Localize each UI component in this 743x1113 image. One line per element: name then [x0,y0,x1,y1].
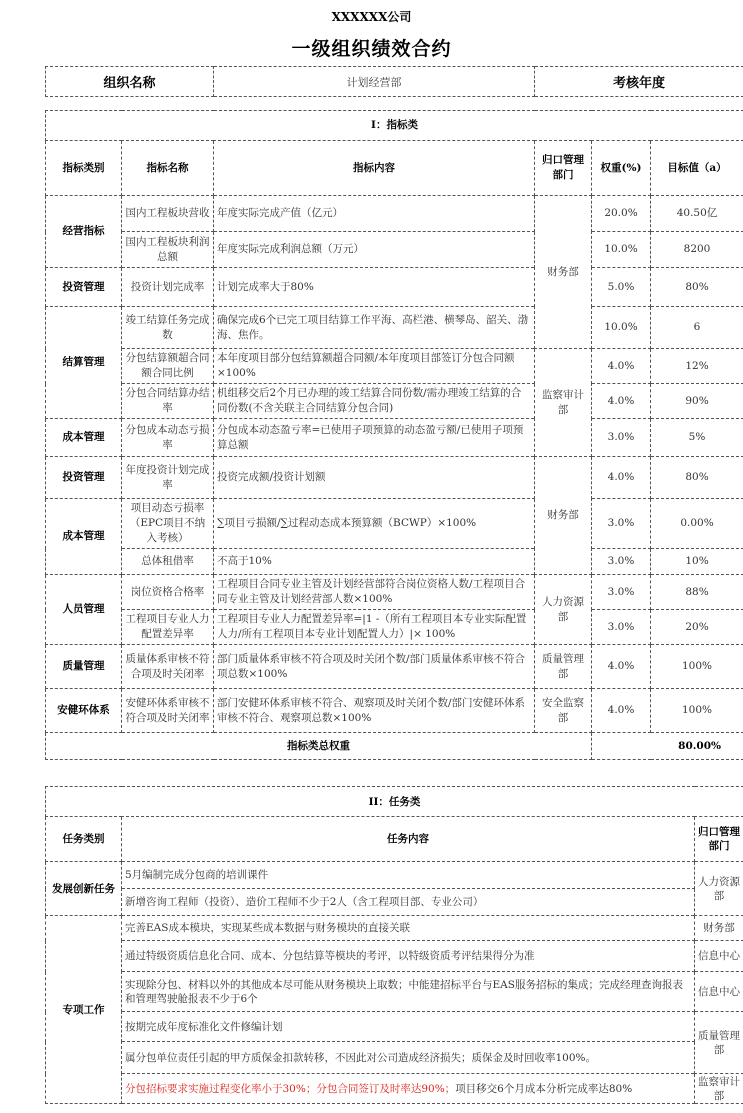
kpi-content: 本年度项目部分包结算额超合同额/本年度项目部签订分包合同额×100% [214,349,535,384]
kpi-target: 100% [651,645,743,689]
task-col-header-content: 任务内容 [122,817,695,862]
table-row [46,457,743,499]
kpi-weight: 20.0% [592,196,651,232]
kpi-name: 分包成本动态亏损率 [122,419,214,457]
kpi-weight: 4.0% [592,689,651,733]
table-row [46,610,743,645]
col-header-category: 指标类别 [46,141,122,196]
kpi-weight: 3.0% [592,575,651,610]
table-row [46,862,743,889]
table-row [46,1074,743,1104]
kpi-content: 分包成本动态盈亏率=已使用子项预算的动态盈亏额/已使用子项预算总额 [214,419,535,457]
kpi-content: 年度实际完成产值（亿元） [214,196,535,232]
task-dept: 质量管理部 [695,1012,743,1074]
kpi-category: 成本管理 [46,419,122,457]
kpi-weight: 4.0% [592,645,651,689]
table-row [46,196,743,232]
kpi-content: 不高于10% [214,549,535,575]
kpi-section-title: I：指标类 [46,111,743,141]
task-content: 实现除分包、材料以外的其他成本尽可能从财务模块上取数；中能建招标平台与EAS服务招标的集成；完成经理查询报表和管理驾驶舱报表不少于6个 [122,972,695,1012]
kpi-target: 8200 [651,232,743,268]
kpi-category: 成本管理 [46,499,122,575]
page-title: 一级组织绩效合约 [291,38,452,60]
table-row [46,419,743,457]
kpi-content: 部门质量体系审核不符合项及时关闭个数/部门质量体系审核不符合项总数×100% [214,645,535,689]
kpi-weight: 3.0% [592,499,651,549]
task-section-title: II：任务类 [46,787,743,817]
kpi-category: 人员管理 [46,575,122,645]
kpi-name: 投资计划完成率 [122,268,214,307]
task-content [122,1074,695,1104]
task-content: 完善EAS成本模块，实现某些成本数据与财务模块的直接关联 [122,916,695,941]
kpi-weight: 4.0% [592,457,651,499]
table-row [46,575,743,610]
kpi-name: 分包结算额超合同额合同比例 [122,349,214,384]
kpi-name: 安健环体系审核不符合项及时关闭率 [122,689,214,733]
table-row [46,268,743,307]
kpi-name: 分包合同结算办结率 [122,384,214,419]
task-content: 按期完成年度标准化文件修编计划 [122,1012,695,1042]
table-row [46,349,743,384]
kpi-dept: 质量管理部 [535,645,592,689]
kpi-target: 0.00% [651,499,743,549]
kpi-target: 20% [651,610,743,645]
task-table [45,786,743,1104]
table-row [46,689,743,733]
kpi-total-value: 80.00% [592,733,743,760]
task-content-tail: 项目移交6个月成本分析完成率达80% [455,1082,633,1095]
kpi-category: 质量管理 [46,645,122,689]
table-row [46,1012,743,1042]
kpi-weight: 5.0% [592,268,651,307]
kpi-content: 工程项目合同专业主管及计划经营部符合岗位资格人数/工程项目合同专业主管及计划经营部人数×100% [214,575,535,610]
kpi-target: 90% [651,384,743,419]
kpi-weight: 3.0% [592,549,651,575]
kpi-content: 年度实际完成利润总额（万元） [214,232,535,268]
kpi-name: 总体租借率 [122,549,214,575]
assessment-year-label: 考核年度 [535,67,743,97]
kpi-name: 工程项目专业人力配置差异率 [122,610,214,645]
table-row [46,549,743,575]
kpi-name: 质量体系审核不符合项及时关闭率 [122,645,214,689]
task-content: 5月编制完成分包商的培训课件 [122,862,695,889]
kpi-name: 年度投资计划完成率 [122,457,214,499]
table-row [46,889,743,916]
kpi-weight: 10.0% [592,307,651,349]
org-name-label: 组织名称 [46,67,214,97]
kpi-target: 5% [651,419,743,457]
org-name-value: 计划经营部 [214,67,535,97]
table-row [46,232,743,268]
col-header-weight: 权重(%) [592,141,651,196]
kpi-name: 项目动态亏损率（EPC项目不纳入考核） [122,499,214,549]
task-content: 通过特级资质信息化合同、成本、分包结算等模块的考评，以特级资质考评结果得分为准 [122,941,695,972]
task-dept: 财务部 [695,916,743,941]
kpi-category: 经营指标 [46,196,122,268]
kpi-weight: 3.0% [592,419,651,457]
kpi-dept: 人力资源部 [535,575,592,645]
task-dept: 人力资源部 [695,862,743,916]
kpi-category: 安健环体系 [46,689,122,733]
kpi-target: 10% [651,549,743,575]
task-content-highlight: 分包招标要求实施过程变化率小于30%；分包合同签订及时率达90%； [125,1082,456,1095]
task-category: 专项工作 [46,916,122,1104]
kpi-content: 确保完成6个已完工项目结算工作平海、高栏港、横琴岛、韶关、渤海、焦作。 [214,307,535,349]
task-content: 新增咨询工程师（投资）、造价工程师不少于2人（含工程项目部、专业公司） [122,889,695,916]
kpi-name: 竣工结算任务完成数 [122,307,214,349]
table-row [46,916,743,941]
kpi-category: 投资管理 [46,457,122,499]
org-info-table [45,66,743,97]
kpi-content: 投资完成额/投资计划额 [214,457,535,499]
kpi-target: 80% [651,457,743,499]
table-row [46,941,743,972]
col-header-content: 指标内容 [214,141,535,196]
task-category: 发展创新任务 [46,862,122,916]
kpi-target: 100% [651,689,743,733]
kpi-content: 部门安健环体系审核不符合、观察项及时关闭个数/部门安健环体系审核不符合、观察项总数×100% [214,689,535,733]
kpi-name: 岗位资格合格率 [122,575,214,610]
kpi-dept: 财务部 [535,196,592,349]
kpi-weight: 4.0% [592,349,651,384]
kpi-name: 国内工程板块利润总额 [122,232,214,268]
task-col-header-dept: 归口管理部门 [695,817,743,862]
company-name: XXXXXX公司 [331,10,412,24]
col-header-target: 目标值（a） [651,141,743,196]
table-row [46,972,743,1012]
table-row [46,499,743,549]
kpi-dept: 财务部 [535,457,592,575]
kpi-target: 80% [651,268,743,307]
kpi-category: 投资管理 [46,268,122,307]
kpi-category: 结算管理 [46,307,122,419]
col-header-dept: 归口管理部门 [535,141,592,196]
task-col-header-category: 任务类别 [46,817,122,862]
kpi-table [45,110,743,760]
kpi-weight: 4.0% [592,384,651,419]
kpi-content: 机组移交后2个月已办理的竣工结算合同份数/需办理竣工结算的合同份数(不含关联主合同结算分包合同) [214,384,535,419]
table-row [46,1042,743,1074]
kpi-dept: 安全监察部 [535,689,592,733]
col-header-name: 指标名称 [122,141,214,196]
table-row [46,645,743,689]
kpi-total-label: 指标类总权重 [46,733,592,760]
kpi-target: 12% [651,349,743,384]
kpi-target: 40.50亿 [651,196,743,232]
kpi-content: ∑项目亏损额/∑过程动态成本预算额（BCWP）×100% [214,499,535,549]
task-content: 属分包单位责任引起的甲方质保金扣款转移，不因此对公司造成经济损失；质保金及时回收率100%。 [122,1042,695,1074]
task-dept: 信息中心 [695,972,743,1012]
kpi-target: 6 [651,307,743,349]
task-dept: 信息中心 [695,941,743,972]
table-row [46,307,743,349]
task-dept: 监察审计部 [695,1074,743,1104]
table-row [46,384,743,419]
kpi-content: 工程项目专业人力配置差异率=|1 -（所有工程项目本专业实际配置人力/所有工程项目本专业计划配置人力）|× 100% [214,610,535,645]
kpi-content: 计划完成率大于80% [214,268,535,307]
kpi-target: 88% [651,575,743,610]
kpi-name: 国内工程板块营收 [122,196,214,232]
kpi-dept: 监察审计部 [535,349,592,457]
kpi-weight: 10.0% [592,232,651,268]
kpi-weight: 3.0% [592,610,651,645]
